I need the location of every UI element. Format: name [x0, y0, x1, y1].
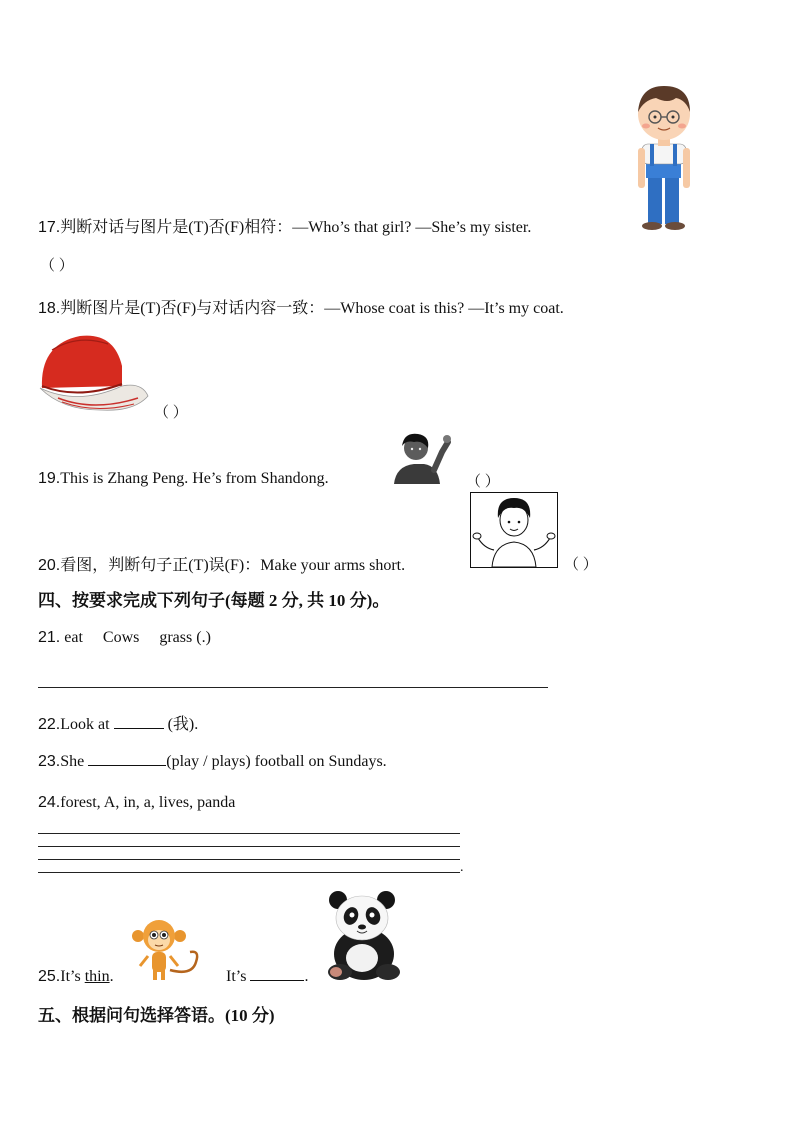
q22-after: (我). [163, 716, 199, 733]
q23-before: She [60, 753, 89, 770]
q25-part2-after: . [304, 968, 309, 985]
q18-number: 18. [38, 300, 61, 317]
q25-part1-after: . [109, 968, 114, 985]
q21-number: 21. [38, 629, 61, 646]
q20-prompt: 看图，判断句子正(T)误(F)： [60, 557, 261, 574]
waving-boy-illustration [390, 430, 454, 486]
q25-number: 25. [38, 968, 61, 985]
q24-answer-line-1[interactable] [38, 833, 460, 834]
q20-number: 20. [38, 557, 61, 574]
q17-prompt: 判断对话与图片是(T)否(F)相符： [60, 219, 293, 236]
q22-number: 22. [38, 716, 61, 733]
q22-before: Look at [60, 716, 114, 733]
q20-answer-blank[interactable]: （ ） [564, 557, 598, 573]
q24-number: 24. [38, 794, 61, 811]
section-5-title: 五、根据问句选择答语。(10 分) [38, 1006, 275, 1025]
q18-prompt: 判断图片是(T)否(F)与对话内容一致： [60, 300, 325, 317]
monkey-illustration [130, 918, 206, 984]
q18-dialogue: —Whose coat is this? —It’s my coat. [324, 300, 564, 317]
q17-answer-blank[interactable]: （ ） [40, 258, 74, 274]
q23-after: (play / plays) football on Sundays. [166, 753, 387, 770]
q25-answer-blank[interactable] [250, 980, 304, 981]
q23-number: 23. [38, 753, 61, 770]
q24-answer-line-2[interactable] [38, 846, 460, 847]
q19-answer-blank[interactable]: （ ） [466, 474, 500, 490]
q25-part1-before: It’s [60, 968, 85, 985]
q25-part2-before: It’s [226, 968, 251, 985]
q24-answer-line-3[interactable] [38, 859, 460, 860]
boy-illustration [628, 82, 700, 232]
q24-text: forest, A, in, a, lives, panda [60, 794, 236, 811]
q19-text: This is Zhang Peng. He’s from Shandong. [60, 470, 329, 487]
section-4-title: 四、按要求完成下列句子(每题 2 分, 共 10 分)。 [38, 591, 390, 610]
q24-answer-line-4[interactable] [38, 872, 460, 873]
q19-number: 19. [38, 470, 61, 487]
q23-answer-blank[interactable] [88, 765, 166, 766]
q17-dialogue: —Who’s that girl? —She’s my sister. [292, 219, 532, 236]
q22-answer-blank[interactable] [114, 728, 164, 729]
q20-text: Make your arms short. [260, 557, 406, 574]
q21-text: eat Cows grass (.) [60, 629, 211, 646]
q24-end-mark: . [460, 860, 464, 875]
q17-number: 17. [38, 219, 61, 236]
boy-shrugging-illustration [470, 492, 558, 568]
cap-illustration [38, 330, 150, 416]
panda-illustration [322, 888, 404, 984]
q25-underlined-word: thin [84, 968, 110, 985]
q18-answer-blank[interactable]: （ ） [154, 405, 188, 421]
q21-answer-line[interactable] [38, 687, 548, 688]
